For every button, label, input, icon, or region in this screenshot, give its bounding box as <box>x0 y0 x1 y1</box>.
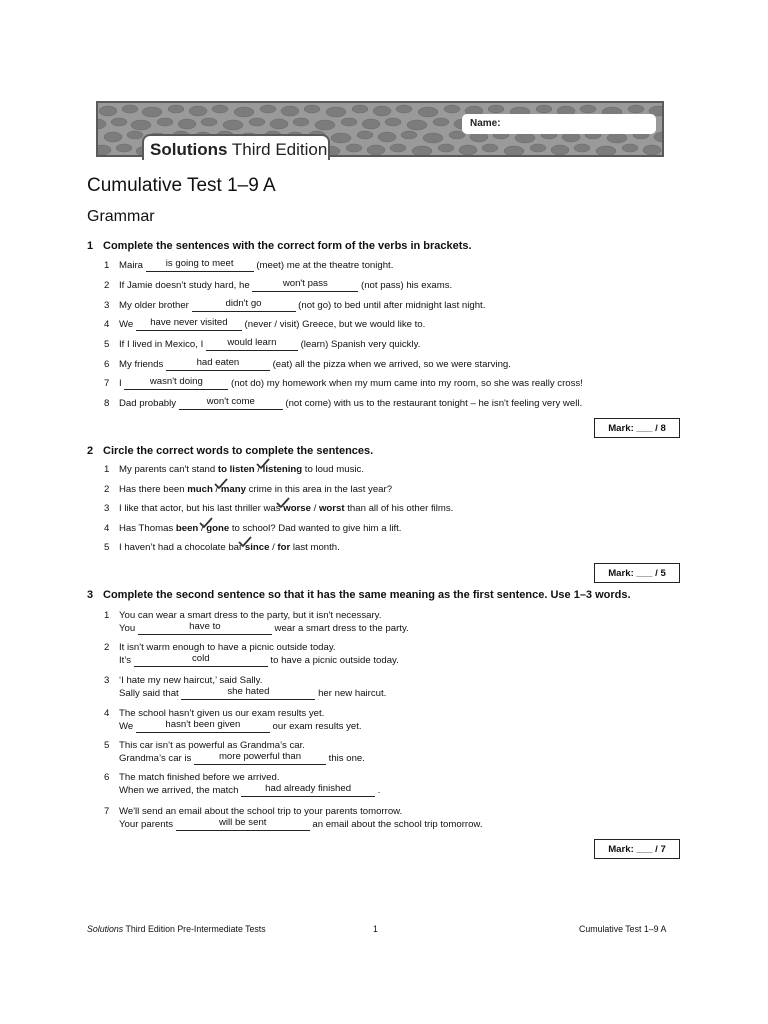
item-number: 5 <box>104 339 110 350</box>
item-text: We <box>119 721 136 732</box>
item-number: 5 <box>104 542 110 553</box>
item-number: 3 <box>104 503 110 514</box>
q1-item <box>104 259 393 272</box>
answer-blank[interactable] <box>136 721 270 733</box>
item-text: to have a picnic outside today. <box>267 655 399 666</box>
answer-blank[interactable] <box>192 300 296 312</box>
answer-text: won't come <box>206 396 255 407</box>
item-number: 7 <box>104 378 110 389</box>
q3-item <box>104 707 362 733</box>
answer-blank[interactable] <box>179 398 283 410</box>
mark-box[interactable]: Mark: ___ / 7 <box>594 839 680 859</box>
q1-item <box>104 279 452 292</box>
item-number: 1 <box>104 260 110 271</box>
q3-item <box>104 805 483 831</box>
item-text: You <box>119 623 138 634</box>
answer-text: cold <box>191 653 210 664</box>
item-text: (not pass) his exams. <box>358 280 453 291</box>
item-text: her new haircut. <box>315 688 387 699</box>
name-field[interactable] <box>462 114 656 134</box>
item-text: My friends <box>119 359 166 370</box>
item-text: (not do) my homework when my mum came into my room, so she was really cross! <box>228 378 583 389</box>
question-instruction: Complete the second sentence so that it has the same meaning as the first sentence. Use 1–3 words. <box>103 589 631 601</box>
q1-item <box>104 358 511 371</box>
answer-blank[interactable] <box>181 688 315 700</box>
item-number: 7 <box>104 806 110 817</box>
item-text: (not come) with us to the restaurant tonight – he isn't feeling very well. <box>282 398 583 409</box>
item-text: to loud music. <box>302 464 364 475</box>
question-2-heading <box>87 445 373 457</box>
footer-brand: Solutions <box>87 924 124 934</box>
option-b[interactable]: listening <box>262 464 303 475</box>
option-b[interactable]: gone <box>206 523 230 534</box>
item-number: 1 <box>104 464 110 475</box>
answer-blank[interactable] <box>134 655 268 667</box>
page-title: Cumulative Test 1–9 A <box>87 175 276 196</box>
item-text: (never / visit) Greece, but we would like to. <box>241 319 426 330</box>
answer-blank[interactable] <box>146 260 254 272</box>
brand-rest: Third Edition <box>227 140 328 159</box>
q1-item <box>104 318 425 331</box>
item-text: It’s <box>119 655 134 666</box>
item-text: If I lived in Mexico, I <box>119 339 206 350</box>
item-text: Has Thomas <box>119 523 176 534</box>
question-1-heading <box>87 240 472 252</box>
answer-blank[interactable] <box>124 378 228 390</box>
mark-box[interactable]: Mark: ___ / 8 <box>594 418 680 438</box>
answer-blank[interactable] <box>176 819 310 831</box>
q1-item <box>104 397 582 410</box>
answer-blank[interactable] <box>194 753 326 765</box>
question-number: 3 <box>87 589 94 601</box>
item-text: Sally said that <box>119 688 182 699</box>
item-text: (not go) to bed until after midnight last night. <box>295 300 486 311</box>
item-text: an email about the school trip tomorrow. <box>309 819 483 830</box>
item-text: Dad probably <box>119 398 179 409</box>
item-text: Maira <box>119 260 146 271</box>
answer-text: would learn <box>227 337 277 348</box>
item-text: I like that actor, but his last thriller was <box>119 503 284 514</box>
item-text: than all of his other films. <box>344 503 454 514</box>
q1-item <box>104 338 420 351</box>
answer-text: had already finished <box>265 783 352 794</box>
answer-text: she hated <box>227 686 270 697</box>
option-a[interactable]: been <box>175 523 199 534</box>
answer-blank[interactable] <box>252 280 358 292</box>
item-text: to school? Dad wanted to give him a lift. <box>229 523 402 534</box>
option-a[interactable]: since <box>244 542 270 553</box>
item-number: 4 <box>104 523 110 534</box>
item-text: If Jamie doesn’t study hard, he <box>119 280 253 291</box>
item-number: 5 <box>104 740 110 751</box>
option-a[interactable]: worse <box>283 503 311 514</box>
answer-text: won't pass <box>282 278 328 289</box>
q3-item <box>104 674 386 700</box>
question-number: 1 <box>87 240 94 252</box>
footer-right: Cumulative Test 1–9 A <box>579 924 667 934</box>
brand-bold: Solutions <box>150 140 228 159</box>
q2-item: 1 My parents can't stand to listen / listening to loud music. <box>104 463 364 476</box>
item-text: crime in this area in the last year? <box>245 484 393 495</box>
item-number: 3 <box>104 300 110 311</box>
item-number: 2 <box>104 280 110 291</box>
item-number: 4 <box>104 708 110 719</box>
item-number: 6 <box>104 359 110 370</box>
item-text: our exam results yet. <box>269 721 362 732</box>
answer-blank[interactable] <box>206 339 298 351</box>
q1-item <box>104 377 583 390</box>
first-sentence: The school hasn’t given us our exam results yet. <box>119 708 325 719</box>
answer-text: will be sent <box>218 817 267 828</box>
item-text: My parents can't stand <box>119 464 218 475</box>
answer-blank[interactable] <box>138 623 272 635</box>
first-sentence: It isn't warm enough to have a picnic outside today. <box>119 642 336 653</box>
item-text: Grandma’s car is <box>119 753 194 764</box>
item-text: (eat) all the pizza when we arrived, so we were starving. <box>269 359 511 370</box>
item-text: My older brother <box>119 300 192 311</box>
answer-text: didn't go <box>225 298 262 309</box>
answer-text: have to <box>189 621 221 632</box>
answer-blank[interactable] <box>166 359 270 371</box>
answer-text: hasn't been given <box>165 719 241 730</box>
q3-item <box>104 771 380 797</box>
answer-text: wasn't doing <box>149 376 203 387</box>
item-text: (meet) me at the theatre tonight. <box>253 260 394 271</box>
item-text: last month. <box>290 542 340 553</box>
q1-item <box>104 299 485 312</box>
first-sentence: You can wear a smart dress to the party, but it isn't necessary. <box>119 610 382 621</box>
answer-text: is going to meet <box>165 258 234 269</box>
q2-item: 3 I like that actor, but his last thriller was worse / worst than all of his other films. <box>104 502 453 515</box>
brand-logo <box>142 134 330 160</box>
answer-text: had eaten <box>196 357 240 368</box>
footer-left <box>87 924 266 934</box>
option-b[interactable]: many <box>220 484 246 495</box>
item-text: wear a smart dress to the party. <box>271 623 409 634</box>
q2-item: 2 Has there been much / many crime in this area in the last year? <box>104 483 392 496</box>
footer-text: Third Edition Pre-Intermediate Tests <box>123 924 266 934</box>
option-a[interactable]: much <box>187 484 213 495</box>
item-text: When we arrived, the match <box>119 785 242 796</box>
question-instruction: Circle the correct words to complete the sentences. <box>103 445 374 457</box>
q3-item <box>104 609 409 635</box>
item-number: 8 <box>104 398 110 409</box>
item-text: Your parents <box>119 819 176 830</box>
first-sentence: The match finished before we arrived. <box>119 772 280 783</box>
first-sentence: This car isn’t as powerful as Grandma’s car. <box>119 740 305 751</box>
answer-text: more powerful than <box>218 751 302 762</box>
item-text: this one. <box>326 753 365 764</box>
q2-item: 5 I haven’t had a chocolate bar since / for last month. <box>104 541 340 554</box>
answer-blank[interactable] <box>136 319 242 331</box>
question-instruction: Complete the sentences with the correct form of the verbs in brackets. <box>103 240 472 252</box>
option-b[interactable]: for <box>277 542 291 553</box>
item-text: Has there been <box>119 484 188 495</box>
section-title: Grammar <box>87 208 155 225</box>
item-number: 6 <box>104 772 110 783</box>
item-number: 1 <box>104 610 110 621</box>
item-number: 4 <box>104 319 110 330</box>
item-text: I <box>119 378 125 389</box>
question-3-heading <box>87 589 631 601</box>
question-number: 2 <box>87 445 94 457</box>
first-sentence: ‘I hate my new haircut,’ said Sally. <box>119 675 263 686</box>
item-text: We <box>119 319 136 330</box>
item-number: 2 <box>104 642 110 653</box>
name-label: Name: <box>470 118 501 129</box>
answer-text: have never visited <box>150 317 228 328</box>
option-a[interactable]: to listen <box>217 464 255 475</box>
item-text: I haven’t had a chocolate bar <box>119 542 245 553</box>
page-number: 1 <box>373 924 378 934</box>
q3-item <box>104 641 399 667</box>
item-number: 3 <box>104 675 110 686</box>
item-number: 2 <box>104 484 110 495</box>
first-sentence: We'll send an email about the school trip to your parents tomorrow. <box>119 806 403 817</box>
mark-box[interactable]: Mark: ___ / 5 <box>594 563 680 583</box>
q3-item <box>104 739 365 765</box>
option-b[interactable]: worst <box>318 503 345 514</box>
item-text: . <box>375 785 381 796</box>
item-text: (learn) Spanish very quickly. <box>297 339 421 350</box>
answer-blank[interactable] <box>241 785 375 797</box>
q2-item: 4 Has Thomas been / gone to school? Dad wanted to give him a lift. <box>104 522 401 535</box>
